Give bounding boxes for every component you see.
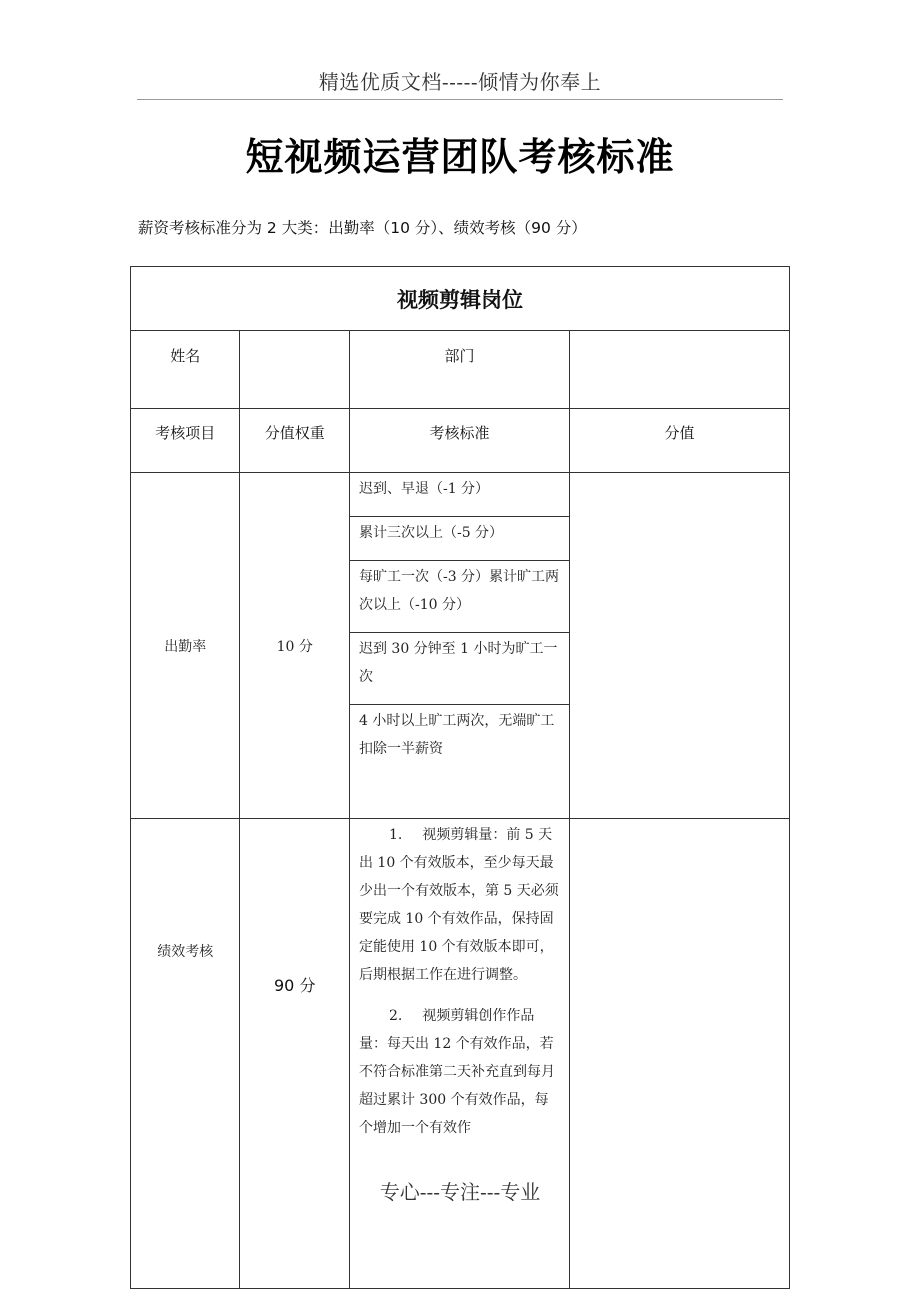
header-divider xyxy=(137,99,783,100)
table-header-row xyxy=(131,409,790,473)
performance-standard-1-text: 视频剪辑量：前 5 天出 10 个有效版本，至少每天最少出一个有效版本，第 5 天必须要完成 10 个有效作品，保持固定能使用 10 个有效版本即可，后期根据工作在进行调整。 xyxy=(358,827,559,983)
header-item-label: 考核项目 xyxy=(155,424,216,442)
header-weight xyxy=(240,409,349,473)
page-footer: 专心---专注---专业 xyxy=(379,1180,541,1204)
header-score xyxy=(569,409,789,473)
performance-item: 绩效考核 xyxy=(131,819,240,1289)
performance-standard-1-number: 1. xyxy=(388,827,403,843)
performance-row xyxy=(131,819,790,1289)
attendance-row xyxy=(131,473,790,819)
attendance-standard-5: 4 小时以上旷工两次，无端旷工扣除一半薪资 xyxy=(358,713,555,757)
table-caption: 视频剪辑岗位 xyxy=(131,267,790,331)
header-score-label: 分值 xyxy=(664,424,695,442)
performance-weight-value: 90 分 xyxy=(274,976,316,995)
name-value-cell xyxy=(240,331,349,409)
name-label: 姓名 xyxy=(131,331,240,409)
attendance-weight: 10 分 xyxy=(240,473,349,819)
performance-standard-2-text: 视频剪辑创作作品量：每天出 12 个有效作品，若不符合标准第二天补充直到每月超过累计 300 个有效作品，每个增加一个有效作 xyxy=(358,1008,555,1136)
assessment-table xyxy=(130,266,790,1289)
dept-label: 部门 xyxy=(349,331,569,409)
performance-standards xyxy=(349,819,569,1289)
performance-standard-2 xyxy=(359,1002,561,1142)
intro-text: 薪资考核标准分为 2 大类：出勤率（10 分）、绩效考核（90 分） xyxy=(138,219,587,237)
header-item xyxy=(131,409,240,473)
table-caption-row xyxy=(131,267,790,331)
performance-score-cell xyxy=(569,819,789,1289)
page-header: 精选优质文档-----倾情为你奉上 xyxy=(318,70,602,94)
performance-weight xyxy=(240,819,349,1289)
header-standard-label: 考核标准 xyxy=(429,424,490,442)
attendance-standard-3: 每旷工一次（-3 分）累计旷工两次以上（-10 分） xyxy=(350,561,569,633)
performance-standard-2-number: 2. xyxy=(388,1008,403,1024)
name-dept-row xyxy=(131,331,790,409)
attendance-standard-1: 迟到、早退（-1 分） xyxy=(350,473,569,517)
attendance-standard-4: 迟到 30 分钟至 1 小时为旷工一次 xyxy=(350,633,569,705)
attendance-score-cell xyxy=(569,473,789,819)
header-standard xyxy=(349,409,569,473)
header-weight-label: 分值权重 xyxy=(264,424,325,442)
performance-standard-1 xyxy=(359,821,561,989)
attendance-standard-2: 累计三次以上（-5 分） xyxy=(350,517,569,561)
dept-value-cell xyxy=(569,331,789,409)
attendance-item: 出勤率 xyxy=(131,473,240,819)
document-title: 短视频运营团队考核标准 xyxy=(245,134,675,179)
attendance-standards xyxy=(349,473,569,819)
